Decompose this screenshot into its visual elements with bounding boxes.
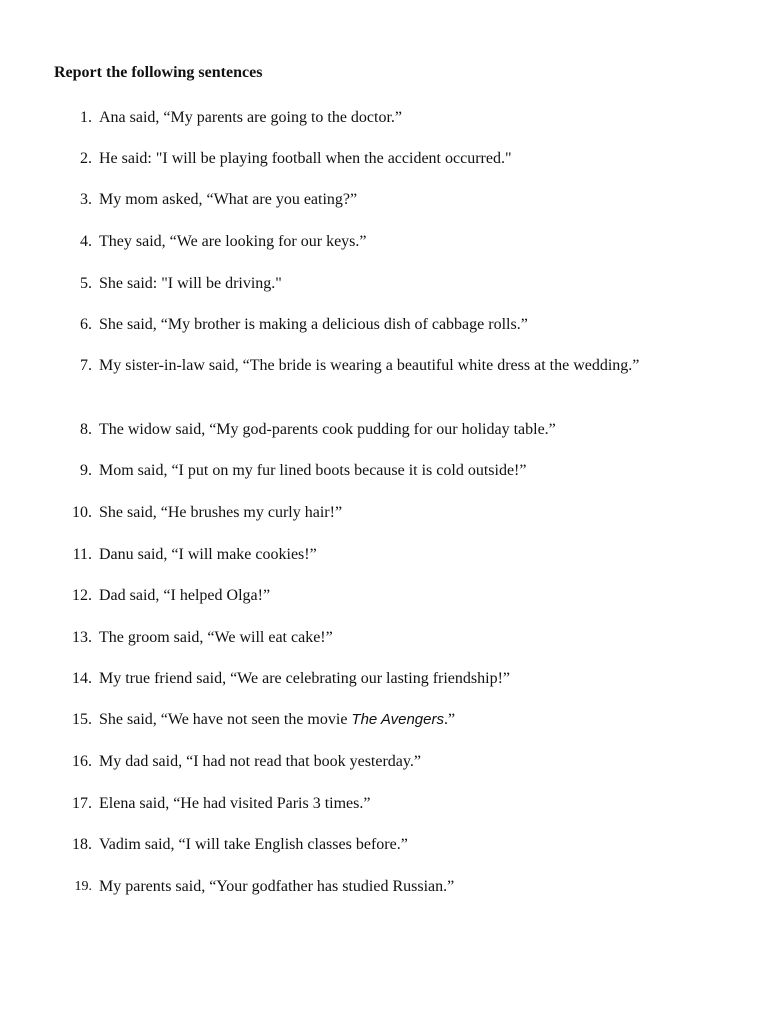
item-text: Dad said, “I helped Olga!” bbox=[99, 587, 271, 604]
item-text: My sister-in-law said, “The bride is wearing a beautiful white dress at the wedding.” bbox=[99, 357, 640, 374]
item-text: My dad said, “I had not read that book yesterday.” bbox=[99, 753, 421, 770]
item-number: 19. bbox=[74, 879, 92, 894]
item-number: 6. bbox=[80, 316, 92, 333]
item-number: 7. bbox=[80, 357, 92, 374]
item-text: She said, “He brushes my curly hair!” bbox=[99, 504, 343, 521]
item-number: 4. bbox=[80, 233, 92, 250]
item-number: 5. bbox=[80, 275, 92, 292]
item-number: 14. bbox=[72, 670, 92, 687]
item-number: 16. bbox=[72, 753, 92, 770]
item-number: 9. bbox=[80, 462, 92, 479]
item-text bbox=[99, 710, 659, 730]
item-text: Danu said, “I will make cookies!” bbox=[99, 546, 317, 563]
item-number: 12. bbox=[72, 587, 92, 604]
item-text: She said, “My brother is making a delicious dish of cabbage rolls.” bbox=[99, 316, 528, 333]
item-text: Mom said, “I put on my fur lined boots because it is cold outside!” bbox=[99, 462, 527, 479]
item-number: 15. bbox=[72, 711, 92, 728]
item-text: Vadim said, “I will take English classes before.” bbox=[99, 836, 408, 853]
item-number: 8. bbox=[80, 421, 92, 438]
item-text-before: She said, “We have not seen the movie bbox=[99, 711, 352, 728]
item-number: 11. bbox=[72, 546, 92, 563]
item-text: The widow said, “My god-parents cook pudding for our holiday table.” bbox=[99, 421, 556, 438]
item-number: 18. bbox=[72, 836, 92, 853]
item-text: They said, “We are looking for our keys.” bbox=[99, 233, 367, 250]
item-number: 3. bbox=[80, 191, 92, 208]
item-text: She said: "I will be driving." bbox=[99, 275, 282, 292]
page-heading: Report the following sentences bbox=[54, 64, 263, 81]
item-text: The groom said, “We will eat cake!” bbox=[99, 629, 333, 646]
item-text-after: .” bbox=[443, 711, 456, 728]
item-number: 13. bbox=[72, 629, 92, 646]
movie-title: The Avengers bbox=[351, 711, 444, 728]
item-number: 17. bbox=[72, 795, 92, 812]
item-number: 2. bbox=[80, 150, 92, 167]
item-text: He said: "I will be playing football when the accident occurred." bbox=[99, 150, 512, 167]
item-text: My parents said, “Your godfather has studied Russian.” bbox=[99, 878, 455, 895]
item-text: Ana said, “My parents are going to the doctor.” bbox=[99, 109, 403, 126]
item-number: 1. bbox=[80, 109, 92, 126]
item-text: My mom asked, “What are you eating?” bbox=[99, 191, 358, 208]
item-text: Elena said, “He had visited Paris 3 times.” bbox=[99, 795, 371, 812]
item-text: My true friend said, “We are celebrating our lasting friendship!” bbox=[99, 670, 510, 687]
item-number: 10. bbox=[72, 504, 92, 521]
